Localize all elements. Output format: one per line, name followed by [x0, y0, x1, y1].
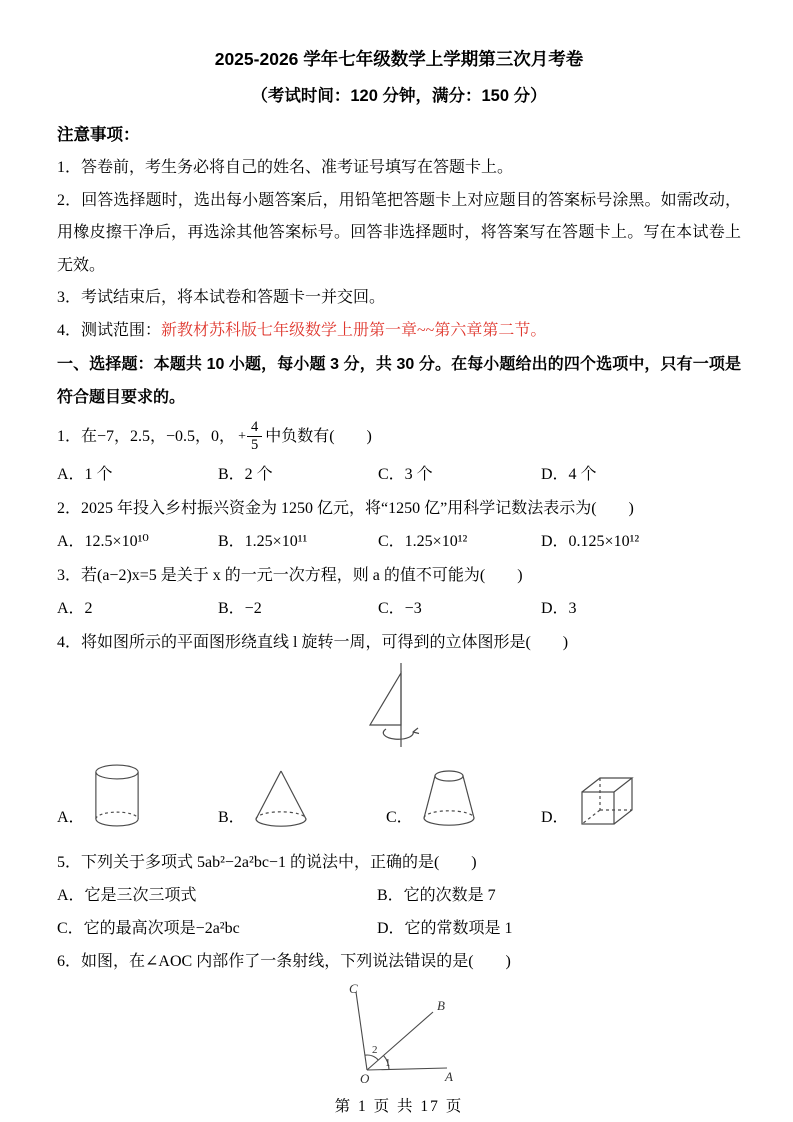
- rotation-arrow: [383, 729, 413, 739]
- notice-item-4-prefix: 4．测试范围：: [57, 321, 162, 339]
- frustum-figure: [421, 766, 477, 830]
- q5-options: [57, 879, 741, 945]
- q4-option-d: [541, 772, 741, 830]
- fraction-sign: +: [238, 428, 246, 444]
- q5-option-c: C．它的最高次项是−2a²bc: [57, 920, 240, 937]
- q4-option-b-label: B．: [218, 809, 245, 826]
- label-C: C: [348, 982, 358, 996]
- label-B: B: [436, 998, 445, 1013]
- paper-title: 2025-2026 学年七年级数学上学期第三次月考卷: [214, 49, 584, 69]
- fraction-denominator: 5: [250, 436, 259, 453]
- ray-OA: [367, 1068, 447, 1070]
- q2-option-a: A．12.5×10¹⁰: [57, 533, 149, 550]
- question-3-stem: 3．若(a−2)x=5 是关于 x 的一元一次方程，则 a 的值不可能为( ): [57, 567, 523, 584]
- notice-item-1: 1．答卷前，考生务必将自己的姓名、准考证号填写在答题卡上。: [57, 159, 514, 176]
- q1-stem-after: 中负数有( ): [265, 427, 372, 445]
- question-6: [57, 945, 741, 1089]
- rotation-figure: [344, 663, 454, 755]
- q4-shape-options: [57, 762, 741, 830]
- q4-option-a: [57, 762, 218, 830]
- question-5: [57, 846, 741, 945]
- q4-option-d-label: D．: [541, 809, 569, 826]
- notices-heading: 注意事项：: [57, 126, 140, 144]
- question-3: [57, 559, 741, 626]
- cuboid-figure: [577, 772, 641, 830]
- notice-item-2: 2．回答选择题时，选出每小题答案后，用铅笔把答题卡上对应题目的答案标号涂黑。如需改动，用橡皮擦干净后，再选涂其他答案标号。回答非选择题时，将答案写在答题卡上。写在本试卷上无效。: [57, 191, 741, 274]
- question-2-stem: 2．2025 年投入乡村振兴资金为 1250 亿元，将“1250 亿”用科学记数法表示为( ): [57, 500, 634, 517]
- section-one-heading: 一、选择题：本题共 10 小题，每小题 3 分，共 30 分。在每小题给出的四个选项中，只有一项是符合题目要求的。: [57, 356, 741, 406]
- cone-figure: [253, 768, 309, 830]
- question-4: [57, 626, 741, 830]
- paper-subtitle: （考试时间：120 分钟，满分：150 分）: [251, 87, 547, 105]
- cylinder-figure: [93, 762, 141, 830]
- q1-stem-before: 1．在−7，2.5，−0.5，0，: [57, 427, 236, 445]
- q1-option-c: C．3 个: [378, 466, 433, 483]
- notice-item-3: 3．考试结束后，将本试卷和答题卡一并交回。: [57, 289, 386, 306]
- q3-option-a: A．2: [57, 600, 93, 617]
- q2-options: [57, 525, 741, 559]
- q4-figure: [57, 663, 741, 760]
- q1-option-a: A．1 个: [57, 466, 113, 483]
- fraction-four-fifths: [238, 419, 262, 453]
- q4-option-a-label: A．: [57, 809, 85, 826]
- q4-option-c: [378, 766, 541, 830]
- q6-figure: [57, 982, 741, 1089]
- question-1: [57, 414, 741, 492]
- q1-option-b: B．2 个: [218, 466, 273, 483]
- ray-OB: [367, 1012, 433, 1070]
- label-angle-1: 1: [384, 1057, 390, 1069]
- fraction-numerator: 4: [247, 419, 262, 437]
- label-A: A: [444, 1069, 453, 1084]
- rotation-arrow-head: [413, 728, 419, 734]
- q3-option-c: C．−3: [378, 600, 422, 617]
- q3-option-b: B．−2: [218, 600, 262, 617]
- ray-OC: [356, 992, 367, 1070]
- notice-item-4: [57, 315, 741, 348]
- question-1-stem: [57, 414, 741, 458]
- q2-option-c: C．1.25×10¹²: [378, 533, 468, 550]
- label-angle-2: 2: [371, 1044, 377, 1056]
- angle-figure: [337, 982, 462, 1084]
- notice-item-4-scope: 新教材苏科版七年级数学上册第一章~~第六章第二节。: [161, 321, 547, 339]
- question-4-stem: 4．将如图所示的平面图形绕直线 l 旋转一周，可得到的立体图形是( ): [57, 634, 569, 651]
- q4-option-b: [218, 768, 378, 830]
- notices-section: [57, 119, 741, 347]
- q3-options: [57, 592, 741, 626]
- question-6-stem: 6．如图，在∠AOC 内部作了一条射线，下列说法错误的是( ): [57, 953, 511, 970]
- question-2: [57, 492, 741, 559]
- q5-option-b: B．它的次数是 7: [377, 887, 496, 904]
- q2-option-d: D．0.125×10¹²: [541, 533, 640, 550]
- q4-option-c-label: C．: [386, 809, 413, 826]
- label-O: O: [359, 1071, 369, 1084]
- fraction: [247, 419, 262, 453]
- q5-option-d: D．它的常数项是 1: [377, 920, 513, 937]
- q3-option-d: D．3: [541, 600, 577, 617]
- question-5-stem: 5．下列关于多项式 5ab²−2a²bc−1 的说法中，正确的是( ): [57, 854, 477, 871]
- q1-options: [57, 458, 741, 492]
- q5-option-a: A．它是三次三项式: [57, 887, 197, 904]
- q2-option-b: B．1.25×10¹¹: [218, 533, 308, 550]
- page-number-footer: 第 1 页 共 17 页: [334, 1098, 464, 1115]
- triangle-shape: [370, 673, 401, 725]
- q1-option-d: D．4 个: [541, 466, 597, 483]
